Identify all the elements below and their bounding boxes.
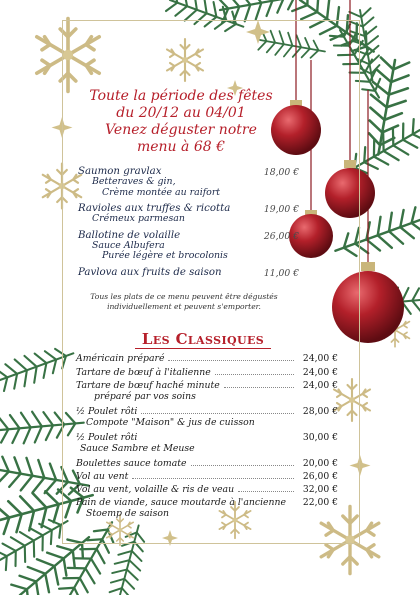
price: 20,00 €: [302, 457, 338, 469]
promo-item: Pavlova aux fruits de saison 11,00 €: [78, 266, 299, 279]
list-item: Américain préparé 24,00 €: [76, 353, 338, 365]
list-item-subtitle: Sauce Sambre et Meuse: [80, 442, 195, 454]
price: 30,00 €: [302, 431, 338, 443]
price: 32,00 €: [302, 484, 338, 496]
list-item-subtitle: Compote "Maison" & jus de cuisson: [86, 416, 255, 428]
promo-item: Ravioles aux truffes & ricotta Crémeux parmesan 19,00 €: [78, 203, 299, 224]
promo-note: Tous les plats de ce menu peuvent être dégustés individuellement et peuvent s'emporter.: [90, 292, 278, 311]
list-item: Vol au vent, volaille & ris de veau 32,00 €: [76, 484, 338, 496]
price: 11,00 €: [263, 267, 299, 279]
section-title-classiques: Les Classiques: [141, 330, 265, 348]
list-item-subtitle: préparé par vos soins: [94, 390, 196, 402]
price: 22,00 €: [302, 497, 338, 509]
list-item: Boulettes sauce tomate 20,00 €: [76, 457, 338, 469]
promo-item: Ballotine de volaille Sauce Albufera Purée légère et brocolonis 26,00 €: [78, 229, 299, 261]
price: 19,00 €: [263, 204, 299, 215]
list-item: Pain de viande, sauce moutarde à l'ancienne 22,00 €: [76, 497, 338, 509]
price: 28,00 €: [302, 405, 338, 417]
promo-item: Saumon gravlax Betteraves & gin, Crème montée au raifort 18,00 €: [78, 166, 299, 198]
list-item-subtitle: Stoemp de saison: [86, 508, 169, 520]
list-item: Tartare de bœuf haché minute 24,00 €: [76, 379, 338, 391]
section-underline: [135, 348, 271, 349]
classics-list: [76, 351, 338, 521]
list-item: Tartare de bœuf à l'italienne 24,00 €: [76, 366, 338, 378]
price: 24,00 €: [302, 366, 338, 378]
list-item: ½ Poulet rôti 28,00 €: [76, 405, 338, 417]
list-item: ½ Poulet rôti 30,00 €: [76, 431, 338, 443]
price: 26,00 €: [263, 230, 299, 242]
price: 24,00 €: [302, 353, 338, 365]
price: 18,00 €: [263, 167, 299, 178]
price: 24,00 €: [302, 379, 338, 391]
promo-menu-list: [78, 166, 299, 283]
list-item: Vol au vent 26,00 €: [76, 470, 338, 482]
promo-title: Toute la période des fêtes du 20/12 au 04/01 Venez déguster notre menu à 68 €: [89, 88, 273, 155]
price: 26,00 €: [302, 470, 338, 482]
